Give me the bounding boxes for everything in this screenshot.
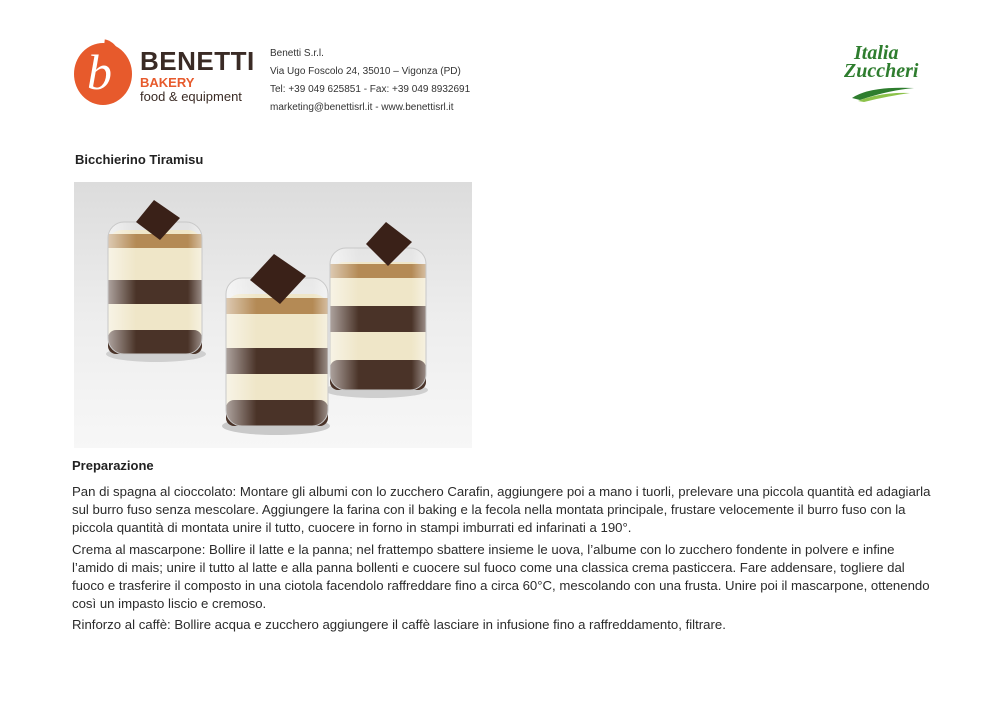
company-email-web: marketing@benettisrl.it - www.benettisrl.it <box>270 102 454 113</box>
italia-zuccheri-logo <box>840 40 925 110</box>
logo-brand-tagline: food & equipment <box>140 89 242 104</box>
logo-brand-name: BENETTI <box>140 46 255 76</box>
tiramisu-glasses-photo <box>74 182 472 448</box>
glass-left <box>106 200 206 362</box>
preparation-heading: Preparazione <box>72 458 154 473</box>
benetti-logo <box>74 43 256 111</box>
paragraph-pan-di-spagna: Pan di spagna al cioccolato: Montare gli albumi con lo zucchero Carafin, aggiungere poi a mano i tuorli, prelevare una piccola quantità ed adagiarla sul burro fuso senza mescolare. Aggiungere la farina con il baking e la fecola nella montata principale, frustare velocemente il burro fuso con la piccola quantità di montata unire il tutto, cuocere in forno in stampi imburrati ed infarinati a 190°. <box>72 484 931 536</box>
recipe-title: Bicchierino Tiramisu <box>75 152 204 167</box>
paragraph-rinforzo-caffe: Rinforzo al caffè: Bollire acqua e zucchero aggiungere il caffè lasciare in infusione fino a raffreddamento, filtrare. <box>72 617 726 633</box>
partner-logo-line2: Zuccheri <box>844 60 919 82</box>
logo-brand-sub: BAKERY <box>140 75 195 90</box>
benetti-logo-letter: b <box>87 44 112 100</box>
company-phone: Tel: +39 049 625851 - Fax: +39 049 8932691 <box>270 84 471 95</box>
company-contact <box>270 45 470 117</box>
company-name: Benetti S.r.l. <box>270 48 324 59</box>
paragraph-crema-mascarpone: Crema al mascarpone: Bollire il latte e la panna; nel frattempo sbattere insieme le uova, l’albume con lo zucchero fondente in polvere e infine l’amido di mais; unire il tutto al latte e alla panna bollenti e cuocere sul fuoco come una classica crema pasticcera. Fare addensare, togliere dal fuoco e trasferire il composto in una ciotola facendolo raffreddare fino a circa 60°C, mescolando con una frusta. Unire poi il mascarpone, ottenendo così un impasto liscio e cremoso. <box>72 541 930 612</box>
company-address: Via Ugo Foscolo 24, 35010 – Vigonza (PD) <box>270 66 461 77</box>
partner-logo-line1: Italia <box>854 42 899 64</box>
glass-center <box>222 254 330 435</box>
preparation-text <box>72 483 932 638</box>
partner-logo-swoosh <box>850 84 916 102</box>
